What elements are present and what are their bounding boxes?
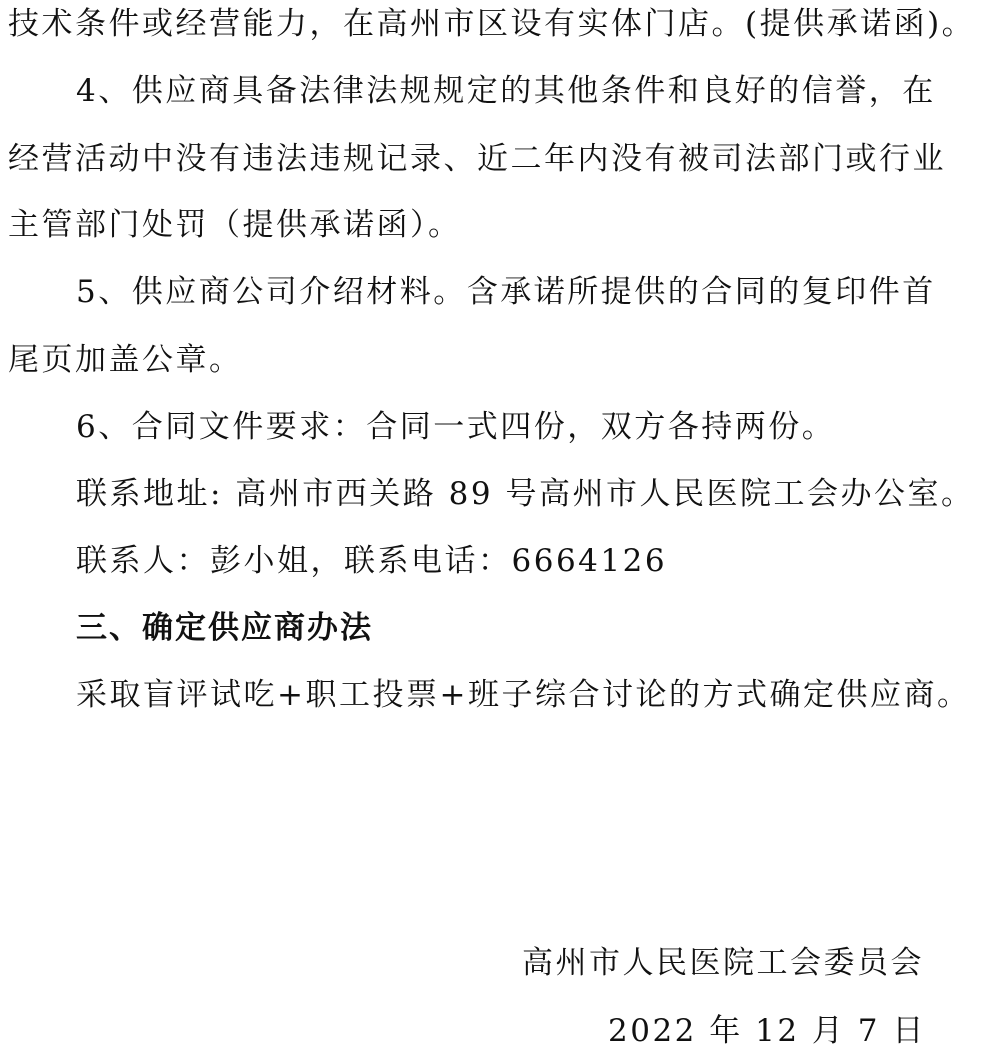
- signature-date: 2022 年 12 月 7 日: [608, 1013, 926, 1049]
- text-line-item-4-cont-2: 主管部门处罚（提供承诺函）。: [8, 207, 462, 243]
- section-3-body: 采取盲评试吃+职工投票+班子综合讨论的方式确定供应商。: [76, 677, 971, 713]
- contact-person: 联系人：彭小姐，联系电话：6664126: [76, 543, 668, 579]
- text-line-item-5: 5、供应商公司介绍材料。含承诺所提供的合同的复印件首: [76, 274, 936, 310]
- signature-org: 高州市人民医院工会委员会: [522, 945, 924, 981]
- section-3-heading: 三、确定供应商办法: [76, 610, 373, 646]
- text-line-1: 技术条件或经营能力，在高州市区设有实体门店。(提供承诺函)。: [8, 6, 976, 42]
- contact-address: 联系地址: 高州市西关路 89 号高州市人民医院工会办公室。: [76, 476, 975, 512]
- text-line-item-4: 4、供应商具备法律法规规定的其他条件和良好的信誉，在: [76, 73, 936, 109]
- text-line-item-6: 6、合同文件要求：合同一式四份，双方各持两份。: [76, 409, 836, 445]
- text-line-item-4-cont-1: 经营活动中没有违法违规记录、近二年内没有被司法部门或行业: [8, 141, 946, 177]
- text-line-item-5-cont: 尾页加盖公章。: [8, 342, 243, 378]
